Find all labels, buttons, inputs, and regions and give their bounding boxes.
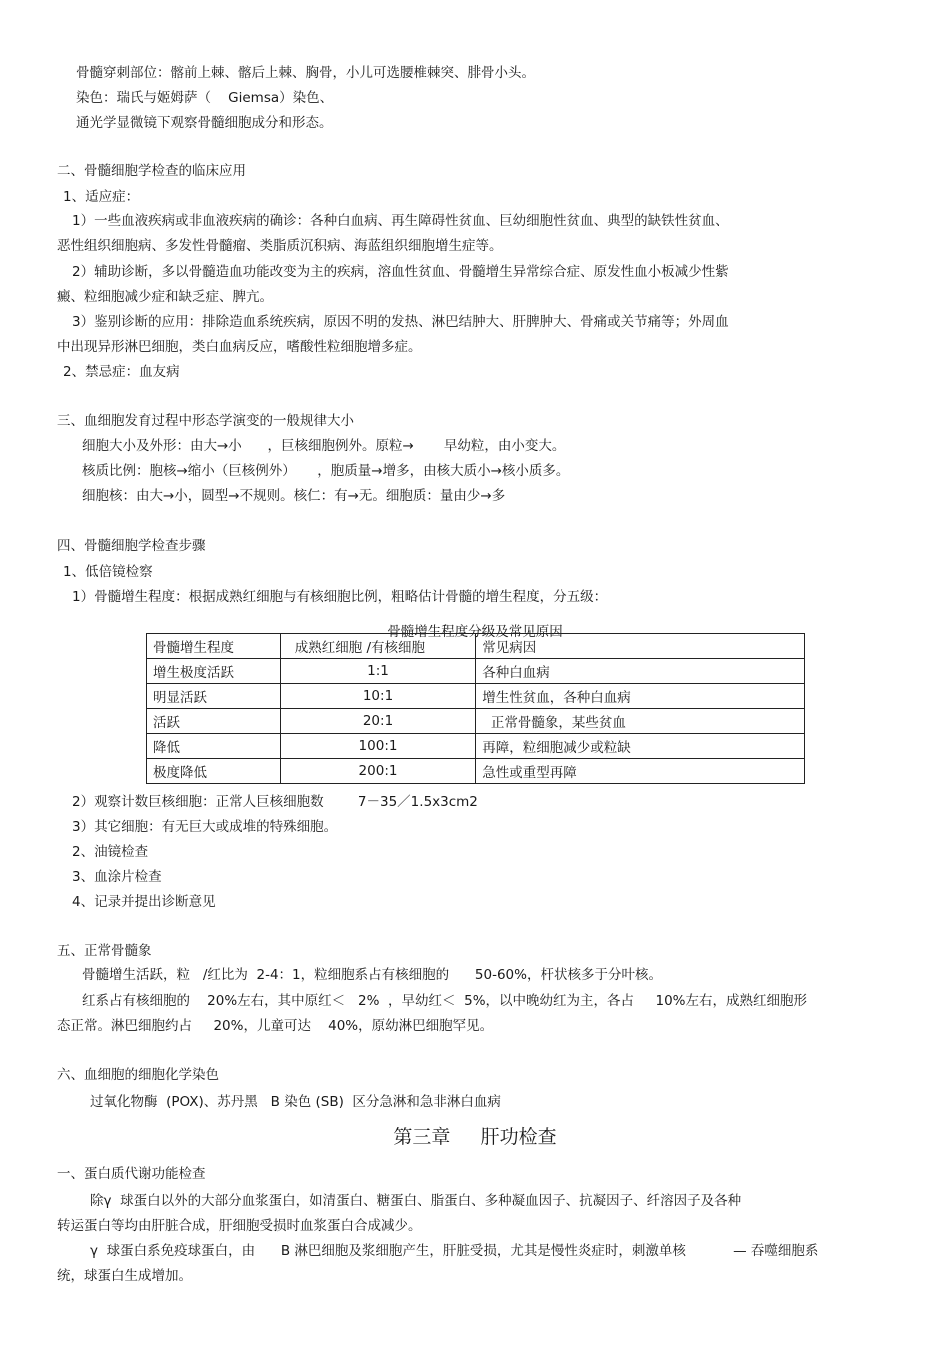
table-cell: 200:1 — [280, 759, 476, 784]
text-line: 核质比例：胞核→缩小（巨核例外） ，胞质量→增多，由核大质小→核小质多。 — [82, 463, 570, 479]
subsection-heading: 3、血涂片检查 — [72, 869, 162, 885]
subsection-heading: 1、低倍镜检察 — [63, 564, 153, 580]
table-cell: 10:1 — [280, 684, 476, 709]
table-row — [147, 659, 805, 684]
section-heading: 五、正常骨髓象 — [57, 943, 152, 959]
text-line: 除γ 球蛋白以外的大部分血浆蛋白，如清蛋白、糖蛋白、脂蛋白、多种凝血因子、抗凝因子、纤溶因子及各种 — [90, 1193, 742, 1209]
proliferation-table — [146, 633, 805, 784]
table-cell: 增生性贫血，各种白血病 — [476, 684, 805, 709]
table-header-cell: 常见病因 — [476, 634, 805, 659]
text-line: 2）观察计数巨核细胞：正常人巨核细胞数 7－35／1.5x3cm2 — [72, 794, 478, 810]
text-line: 恶性组织细胞病、多发性骨髓瘤、类脂质沉积病、海蓝组织细胞增生症等。 — [57, 238, 503, 254]
table-row — [147, 759, 805, 784]
table-cell: 100:1 — [280, 734, 476, 759]
text-line: γ 球蛋白系免疫球蛋白，由 B 淋巴细胞及浆细胞产生，肝脏受损，尤其是慢性炎症时，刺激单核 — 吞噬细胞系 — [90, 1243, 819, 1259]
text-line: 染色：瑞氏与姬姆萨（ Giemsa）染色、 — [76, 90, 334, 106]
text-line: 红系占有核细胞的 20%左右，其中原红＜ 2% ，早幼红＜ 5%，以中晚幼红为主，各占 10%左右，成熟红细胞形 — [82, 993, 808, 1009]
text-line: 通光学显微镜下观察骨髓细胞成分和形态。 — [76, 115, 333, 131]
text-line: 3）其它细胞：有无巨大或成堆的特殊细胞。 — [72, 819, 338, 835]
section-heading: 六、血细胞的细胞化学染色 — [57, 1067, 219, 1083]
table-row — [147, 734, 805, 759]
section-heading: 一、蛋白质代谢功能检查 — [57, 1166, 206, 1182]
table-cell: 1:1 — [280, 659, 476, 684]
table-cell: 明显活跃 — [147, 684, 281, 709]
table-row — [147, 684, 805, 709]
table-header-cell: 成熟红细胞 /有核细胞 — [280, 634, 476, 659]
table-cell: 正常骨髓象，某些贫血 — [476, 709, 805, 734]
table-cell: 各种白血病 — [476, 659, 805, 684]
table-cell: 再障，粒细胞减少或粒缺 — [476, 734, 805, 759]
table-cell: 活跃 — [147, 709, 281, 734]
text-line: 细胞核：由大→小，圆型→不规则。核仁：有→无。细胞质：量由少→多 — [82, 488, 506, 504]
table-header-cell: 骨髓增生程度 — [147, 634, 281, 659]
text-line: 细胞大小及外形：由大→小 ，巨核细胞例外。原粒→ 早幼粒，由小变大。 — [82, 438, 566, 454]
section-heading: 四、骨髓细胞学检查步骤 — [57, 538, 206, 554]
table-cell: 20:1 — [280, 709, 476, 734]
table-cell: 极度降低 — [147, 759, 281, 784]
subsection-heading: 4、记录并提出诊断意见 — [72, 894, 216, 910]
subsection-heading: 2、油镜检查 — [72, 844, 149, 860]
text-line: 过氧化物酶 (POX)、苏丹黑 B 染色 (SB) 区分急淋和急非淋白血病 — [90, 1094, 501, 1110]
text-line: 3）鉴别诊断的应用：排除造血系统疾病，原因不明的发热、淋巴结肿大、肝脾肿大、骨痛或关节痛等；外周血 — [72, 314, 729, 330]
text-line: 癜、粒细胞减少症和缺乏症、脾亢。 — [57, 289, 273, 305]
text-line: 1）一些血液疾病或非血液疾病的确诊：各种白血病、再生障碍性贫血、巨幼细胞性贫血、典型的缺铁性贫血、 — [72, 213, 729, 229]
text-line: 1）骨髓增生程度：根据成熟红细胞与有核细胞比例，粗略估计骨髓的增生程度，分五级： — [72, 589, 608, 605]
section-heading: 二、骨髓细胞学检查的临床应用 — [57, 163, 246, 179]
table-cell: 增生极度活跃 — [147, 659, 281, 684]
subsection-heading: 2、禁忌症：血友病 — [63, 364, 180, 380]
text-line: 骨髓穿刺部位：髂前上棘、髂后上棘、胸骨，小儿可选腰椎棘突、腓骨小头。 — [76, 65, 535, 81]
table-cell: 降低 — [147, 734, 281, 759]
section-heading: 三、血细胞发育过程中形态学演变的一般规律大小 — [57, 413, 354, 429]
subsection-heading: 1、适应症： — [63, 189, 140, 205]
table-cell: 急性或重型再障 — [476, 759, 805, 784]
chapter-title: 第三章 肝功检查 — [393, 1126, 557, 1148]
table-header-row — [147, 634, 805, 659]
text-line: 态正常。淋巴细胞约占 20%，儿童可达 40%，原幼淋巴细胞罕见。 — [57, 1018, 494, 1034]
text-line: 中出现异形淋巴细胞，类白血病反应，嗜酸性粒细胞增多症。 — [57, 339, 422, 355]
table-row — [147, 709, 805, 734]
table-caption: 骨髓增生程度分级及常见原因 — [387, 623, 563, 640]
text-line: 2）辅助诊断，多以骨髓造血功能改变为主的疾病，溶血性贫血、骨髓增生异常综合症、原发性血小板减少性紫 — [72, 264, 729, 280]
text-line: 统，球蛋白生成增加。 — [57, 1268, 192, 1284]
text-line: 骨髓增生活跃，粒 /红比为 2-4：1，粒细胞系占有核细胞的 50-60%，杆状核多于分叶核。 — [82, 967, 662, 983]
text-line: 转运蛋白等均由肝脏合成，肝细胞受损时血浆蛋白合成减少。 — [57, 1218, 422, 1234]
